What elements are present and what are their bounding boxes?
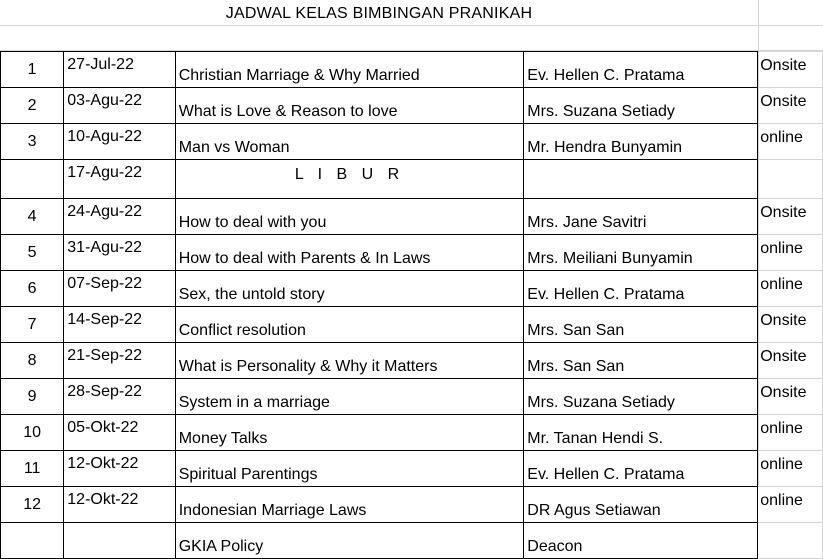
row-topic-cell[interactable]: Conflict resolution bbox=[175, 307, 524, 343]
table-row[interactable] bbox=[1, 343, 823, 379]
row-topic-cell[interactable]: Money Talks bbox=[175, 415, 524, 451]
row-speaker-cell[interactable]: Mrs. Meiliani Bunyamin bbox=[524, 235, 758, 271]
row-number-cell[interactable]: 7 bbox=[1, 307, 64, 343]
row-date-cell[interactable]: 14-Sep-22 bbox=[64, 307, 175, 343]
row-mode-cell[interactable]: online bbox=[758, 124, 823, 160]
table-row[interactable] bbox=[1, 307, 823, 343]
row-topic-cell[interactable]: Man vs Woman bbox=[175, 124, 524, 160]
row-topic-cell[interactable]: What is Personality & Why it Matters bbox=[175, 343, 524, 379]
row-number-cell[interactable]: 4 bbox=[1, 199, 64, 235]
row-mode-cell[interactable] bbox=[758, 160, 823, 199]
row-date-cell[interactable]: 07-Sep-22 bbox=[64, 271, 175, 307]
row-mode-cell[interactable]: Onsite bbox=[758, 88, 823, 124]
row-number-cell[interactable]: 11 bbox=[1, 451, 64, 487]
row-topic-cell[interactable]: Indonesian Marriage Laws bbox=[175, 487, 524, 523]
row-number-cell[interactable]: 2 bbox=[1, 88, 64, 124]
row-date-cell[interactable]: 28-Sep-22 bbox=[64, 379, 175, 415]
row-number-cell[interactable]: 5 bbox=[1, 235, 64, 271]
row-speaker-cell[interactable]: Mrs. Jane Savitri bbox=[524, 199, 758, 235]
table-row[interactable] bbox=[1, 235, 823, 271]
row-speaker-cell[interactable]: Mrs. San San bbox=[524, 307, 758, 343]
row-mode-cell[interactable]: Onsite bbox=[758, 52, 823, 88]
row-speaker-cell[interactable]: DR Agus Setiawan bbox=[524, 487, 758, 523]
row-mode-cell[interactable]: Onsite bbox=[758, 199, 823, 235]
row-speaker-cell[interactable]: Ev. Hellen C. Pratama bbox=[524, 271, 758, 307]
schedule-table bbox=[0, 51, 823, 559]
table-row[interactable] bbox=[1, 379, 823, 415]
holiday-label-cell[interactable]: L I B U R bbox=[175, 160, 524, 199]
row-topic-cell[interactable]: System in a marriage bbox=[175, 379, 524, 415]
row-topic-cell[interactable]: How to deal with Parents & In Laws bbox=[175, 235, 524, 271]
row-speaker-cell[interactable]: Mrs. Suzana Setiady bbox=[524, 379, 758, 415]
row-number-cell[interactable]: 9 bbox=[1, 379, 64, 415]
table-row[interactable] bbox=[1, 52, 823, 88]
row-mode-cell[interactable]: online bbox=[758, 451, 823, 487]
row-mode-cell[interactable]: Onsite bbox=[758, 307, 823, 343]
table-row[interactable] bbox=[1, 124, 823, 160]
row-speaker-cell[interactable]: Mrs. Suzana Setiady bbox=[524, 88, 758, 124]
row-mode-cell[interactable]: online bbox=[758, 271, 823, 307]
table-row[interactable] bbox=[1, 487, 823, 523]
row-topic-cell[interactable]: Spiritual Parentings bbox=[175, 451, 524, 487]
row-date-cell[interactable] bbox=[64, 523, 175, 559]
row-number-cell[interactable] bbox=[1, 523, 64, 559]
row-date-cell[interactable]: 03-Agu-22 bbox=[64, 88, 175, 124]
row-date-cell[interactable]: 31-Agu-22 bbox=[64, 235, 175, 271]
row-mode-cell[interactable]: Onsite bbox=[758, 343, 823, 379]
row-mode-cell[interactable]: online bbox=[758, 487, 823, 523]
row-topic-cell[interactable]: How to deal with you bbox=[175, 199, 524, 235]
row-number-cell[interactable]: 6 bbox=[1, 271, 64, 307]
table-row[interactable] bbox=[1, 451, 823, 487]
row-date-cell[interactable]: 12-Okt-22 bbox=[64, 451, 175, 487]
table-row[interactable] bbox=[1, 160, 823, 199]
row-date-cell[interactable]: 21-Sep-22 bbox=[64, 343, 175, 379]
row-speaker-cell[interactable]: Deacon bbox=[524, 523, 758, 559]
row-speaker-cell[interactable]: Ev. Hellen C. Pratama bbox=[524, 451, 758, 487]
row-number-cell[interactable]: 8 bbox=[1, 343, 64, 379]
row-number-cell[interactable]: 12 bbox=[1, 487, 64, 523]
table-row[interactable] bbox=[1, 88, 823, 124]
row-speaker-cell[interactable] bbox=[524, 160, 758, 199]
row-number-cell[interactable]: 10 bbox=[1, 415, 64, 451]
row-topic-cell[interactable]: Christian Marriage & Why Married bbox=[175, 52, 524, 88]
row-topic-cell[interactable]: Sex, the untold story bbox=[175, 271, 524, 307]
table-row[interactable] bbox=[1, 271, 823, 307]
row-mode-cell[interactable] bbox=[758, 523, 823, 559]
row-speaker-cell[interactable]: Mr. Tanan Hendi S. bbox=[524, 415, 758, 451]
row-mode-cell[interactable]: online bbox=[758, 415, 823, 451]
row-date-cell[interactable]: 05-Okt-22 bbox=[64, 415, 175, 451]
row-topic-cell[interactable]: What is Love & Reason to love bbox=[175, 88, 524, 124]
row-date-cell[interactable]: 10-Agu-22 bbox=[64, 124, 175, 160]
schedule-title: JADWAL KELAS BIMBINGAN PRANIKAH bbox=[225, 5, 533, 22]
row-date-cell[interactable]: 17-Agu-22 bbox=[64, 160, 175, 199]
row-speaker-cell[interactable]: Ev. Hellen C. Pratama bbox=[524, 52, 758, 88]
row-date-cell[interactable]: 12-Okt-22 bbox=[64, 487, 175, 523]
row-mode-cell[interactable]: online bbox=[758, 235, 823, 271]
row-date-cell[interactable]: 27-Jul-22 bbox=[64, 52, 175, 88]
table-row[interactable] bbox=[1, 523, 823, 559]
row-number-cell[interactable]: 1 bbox=[1, 52, 64, 88]
row-number-cell[interactable] bbox=[1, 160, 64, 199]
row-number-cell[interactable]: 3 bbox=[1, 124, 64, 160]
row-topic-cell[interactable]: GKIA Policy bbox=[175, 523, 524, 559]
table-row[interactable] bbox=[1, 415, 823, 451]
table-row[interactable] bbox=[1, 199, 823, 235]
row-speaker-cell[interactable]: Mrs. San San bbox=[524, 343, 758, 379]
row-mode-cell[interactable]: Onsite bbox=[758, 379, 823, 415]
row-speaker-cell[interactable]: Mr. Hendra Bunyamin bbox=[524, 124, 758, 160]
row-date-cell[interactable]: 24-Agu-22 bbox=[64, 199, 175, 235]
